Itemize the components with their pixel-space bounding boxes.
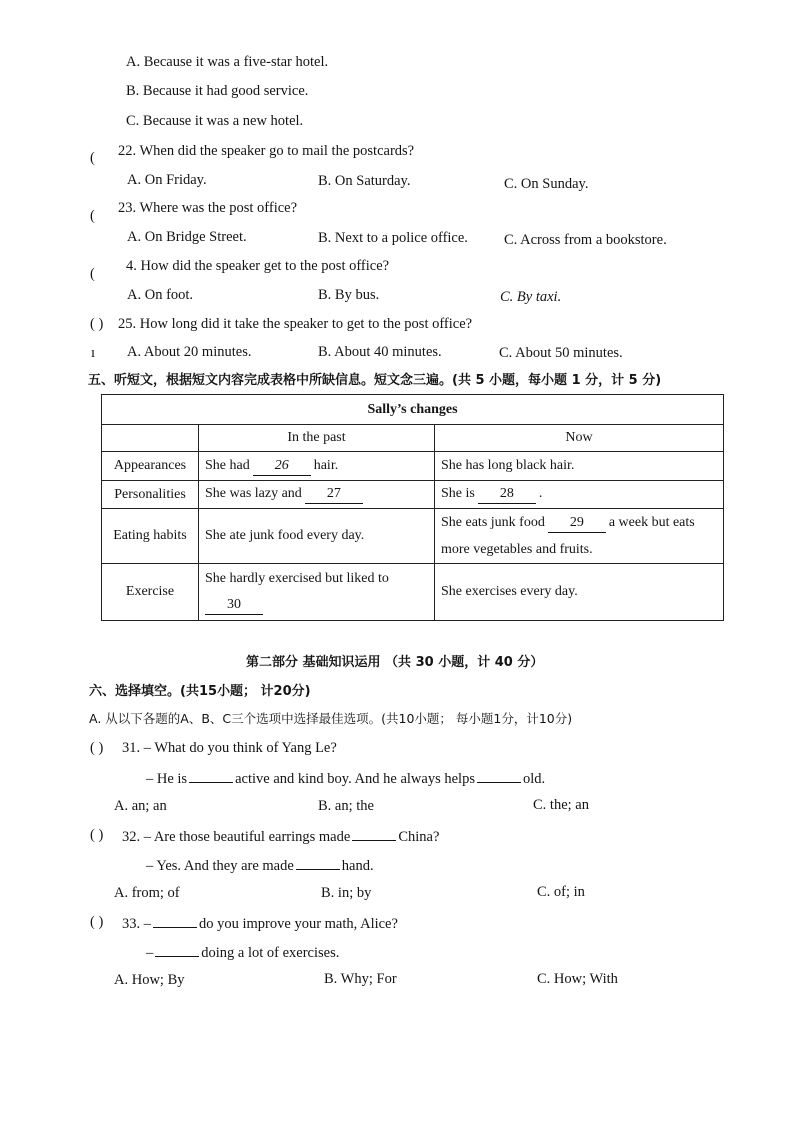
blank[interactable] — [477, 768, 521, 783]
table-row — [102, 452, 724, 481]
q22-option-a: A. On Friday. — [127, 172, 207, 188]
cell-text: She hardly exercised but liked to — [205, 570, 389, 586]
q31-option-a: A. an; an — [114, 798, 167, 814]
q24-answer-paren: ( — [90, 266, 95, 282]
blank[interactable] — [352, 826, 396, 841]
q25-option-a: A. About 20 minutes. — [127, 344, 252, 360]
q31-answer-line — [146, 768, 545, 788]
row-label-eating-habits: Eating habits — [102, 509, 199, 564]
q33-answer-line — [146, 942, 339, 962]
text: active and kind boy. And he always helps — [235, 771, 475, 787]
q31-answer-paren[interactable]: ( ) — [90, 740, 104, 756]
q24-option-b: B. By bus. — [318, 287, 380, 303]
blank[interactable] — [153, 913, 197, 928]
q22-option-c: C. On Sunday. — [504, 176, 589, 192]
text: 32. – Are those beautiful earrings made — [122, 829, 351, 845]
q24-stem: 4. How did the speaker get to the post office? — [126, 258, 390, 274]
row-label-appearances: Appearances — [102, 452, 199, 481]
table-header-empty — [102, 425, 199, 452]
section-a-instructions: A. 从以下各题的A、B、C三个选项中选择最佳选项。(共10小题； 每小题1分，计10分) — [89, 711, 573, 726]
q33-option-c: C. How; With — [537, 971, 618, 987]
q32-answer-line — [146, 855, 374, 875]
cell-text: She had — [205, 457, 250, 473]
blank[interactable] — [296, 855, 340, 870]
text: doing a lot of exercises. — [201, 945, 340, 961]
cell-past-exercise — [199, 564, 435, 621]
q22-answer-paren: ( — [90, 150, 95, 166]
cell-past-appearances — [199, 452, 435, 481]
part-2-heading: 第二部分 基础知识运用 （共 30 小题，计 40 分） — [246, 655, 544, 670]
row-label-personalities: Personalities — [102, 481, 199, 509]
table-row — [102, 509, 724, 564]
cell-text-line2: more vegetables and fruits. — [441, 541, 593, 557]
q33-option-a: A. How; By — [114, 972, 185, 988]
q23-option-b: B. Next to a police office. — [318, 230, 468, 246]
blank-28[interactable]: 28 — [478, 485, 536, 504]
q31-option-b: B. an; the — [318, 798, 374, 814]
section-6-heading: 六、选择填空。(共15小题； 计20分) — [89, 684, 311, 699]
cell-now-appearances: She has long black hair. — [435, 452, 724, 481]
q22-stem: 22. When did the speaker go to mail the postcards? — [118, 143, 415, 159]
text: China? — [398, 829, 440, 845]
q32-option-c: C. of; in — [537, 884, 585, 900]
cell-past-personalities — [199, 481, 435, 509]
q31-stem: 31. – What do you think of Yang Le? — [122, 740, 337, 756]
q25-answer-paren: ( ) — [90, 316, 104, 332]
q32-answer-paren[interactable]: ( ) — [90, 827, 104, 843]
cell-now-personalities — [435, 481, 724, 509]
cell-text: She was lazy and — [205, 486, 302, 501]
q32-option-a: A. from; of — [114, 885, 180, 901]
cell-text: She is — [441, 486, 475, 501]
section-5-heading: 五、听短文，根据短文内容完成表格中所缺信息。短文念三遍。(共 5 小题，每小题 1 分，计 5 分) — [88, 373, 662, 388]
q32-stem — [122, 826, 439, 846]
q21-option-c: C. Because it was a new hotel. — [126, 113, 304, 129]
cell-past-eating: She ate junk food every day. — [199, 509, 435, 564]
text: do you improve your math, Alice? — [199, 916, 398, 932]
blank-30[interactable]: 30 — [205, 596, 263, 615]
q25-option-c: C. About 50 minutes. — [499, 345, 623, 361]
q33-option-b: B. Why; For — [324, 971, 397, 987]
q22-option-b: B. On Saturday. — [318, 173, 411, 189]
text: old. — [522, 771, 546, 787]
table-row — [102, 564, 724, 621]
text: 33. – — [122, 916, 151, 932]
text: hand. — [341, 858, 374, 874]
cell-text: She eats junk food — [441, 514, 545, 530]
text: – Yes. And they are made — [146, 858, 294, 874]
q23-stem: 23. Where was the post office? — [118, 200, 298, 216]
sallys-changes-table — [101, 394, 724, 621]
row-label-exercise: Exercise — [102, 564, 199, 621]
blank-29[interactable]: 29 — [548, 514, 606, 533]
blank-27[interactable]: 27 — [305, 485, 363, 504]
q33-stem — [122, 913, 398, 933]
q24-option-c: C. By taxi. — [500, 289, 562, 305]
q25-stem: 25. How long did it take the speaker to get to the post office? — [118, 316, 473, 332]
q25-option-b: B. About 40 minutes. — [318, 344, 442, 360]
q31-option-c: C. the; an — [533, 797, 589, 813]
q25-margin-mark: ı — [91, 345, 96, 361]
q23-answer-paren: ( — [90, 208, 95, 224]
q21-option-b: B. Because it had good service. — [126, 83, 309, 99]
text: – He is — [146, 771, 188, 787]
table-row — [102, 481, 724, 509]
cell-text: a week but eats — [608, 514, 695, 530]
q32-option-b: B. in; by — [321, 885, 372, 901]
q21-option-a: A. Because it was a five-star hotel. — [126, 54, 329, 70]
q23-option-a: A. On Bridge Street. — [127, 229, 247, 245]
q23-option-c: C. Across from a bookstore. — [504, 232, 667, 248]
blank[interactable] — [155, 942, 199, 957]
table-header-now: Now — [435, 425, 724, 452]
q33-answer-paren[interactable]: ( ) — [90, 914, 104, 930]
blank[interactable] — [189, 768, 233, 783]
cell-now-eating — [435, 509, 724, 564]
blank-26[interactable]: 26 — [253, 457, 311, 476]
cell-text: . — [538, 486, 543, 501]
table-title: Sally’s changes — [102, 395, 724, 425]
cell-text: hair. — [313, 457, 339, 473]
q24-option-a: A. On foot. — [127, 287, 194, 303]
text: – — [146, 945, 154, 961]
cell-now-exercise: She exercises every day. — [435, 564, 724, 621]
table-header-past: In the past — [199, 425, 435, 452]
